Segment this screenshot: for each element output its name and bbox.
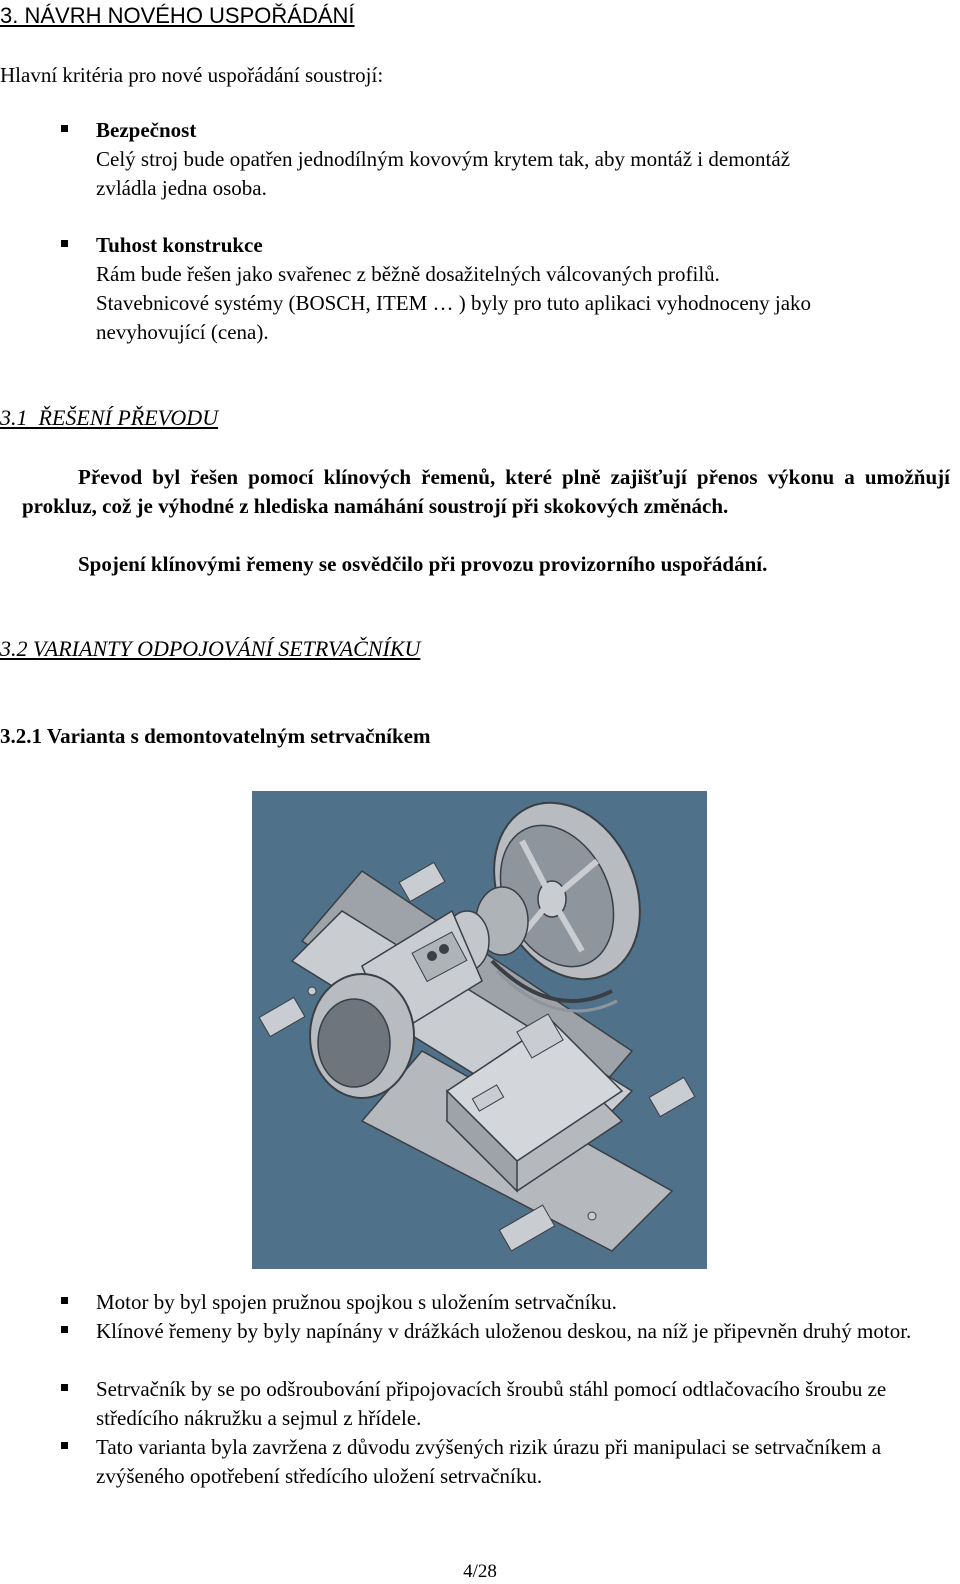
criterion-line: Rám bude řešen jako svařenec z běžně dosažitelných válcovaných profilů. <box>96 262 720 286</box>
bullet-marker <box>61 1326 68 1333</box>
bullet-marker <box>61 1297 68 1304</box>
machine-assembly-illustration <box>252 791 707 1269</box>
section-heading: 3. NÁVRH NOVÉHO USPOŘÁDÁNÍ <box>0 3 355 28</box>
criterion-rigidity <box>96 231 956 347</box>
bullet-marker <box>61 1384 68 1391</box>
machine-assembly-figure <box>252 791 707 1269</box>
criterion-line: zvládla jedna osoba. <box>96 176 267 200</box>
list-item: Tato varianta byla zavržena z důvodu zvýšených rizik úrazu při manipulaci se setrvačníkem a zvýšeného opotřebení středícího uložení setrvačníku. <box>96 1435 882 1488</box>
criterion-line: nevyhovující (cena). <box>96 320 269 344</box>
bullet-marker <box>61 125 68 132</box>
criterion-line: Stavebnicové systémy (BOSCH, ITEM … ) byly pro tuto aplikaci vyhodnoceny jako <box>96 291 812 315</box>
bullet-marker <box>61 240 68 247</box>
transmission-paragraph: Převod byl řešen pomocí klínových řemenů, které plně zajišťují přenos výkonu a umožňují prokluz, což je výhodné z hlediska namáhání soustrojí při skokových změnách. <box>22 465 950 518</box>
list-item: Klínové řemeny by byly napínány v drážkách uloženou deskou, na níž je připevněn druhý motor. <box>96 1319 912 1343</box>
bullet-marker <box>61 1442 68 1449</box>
list-item: Setrvačník by se po odšroubování připojovacích šroubů stáhl pomocí odtlačovacího šroubu ze středícího nákružku a sejmul z hřídele. <box>96 1377 887 1430</box>
list-item: Motor by byl spojen pružnou spojkou s uložením setrvačníku. <box>96 1290 617 1314</box>
criterion-title: Bezpečnost <box>96 118 197 142</box>
criterion-line: Celý stroj bude opatřen jednodílným kovovým krytem tak, aby montáž i demontáž <box>96 147 791 171</box>
criterion-safety <box>96 116 956 203</box>
variant-heading: 3.2.1 Varianta s demontovatelným setrvačníkem <box>0 724 431 748</box>
subsection-heading: 3.1 ŘEŠENÍ PŘEVODU <box>0 405 219 430</box>
transmission-paragraph-2: Spojení klínovými řemeny se osvědčilo při provozu provizorního uspořádání. <box>78 552 768 576</box>
page-number: 4/28 <box>463 1561 497 1582</box>
intro-text: Hlavní kritéria pro nové uspořádání soustrojí: <box>0 63 384 87</box>
criterion-title: Tuhost konstrukce <box>96 233 263 257</box>
subsection-heading: 3.2 VARIANTY ODPOJOVÁNÍ SETRVAČNÍKU <box>0 636 421 661</box>
